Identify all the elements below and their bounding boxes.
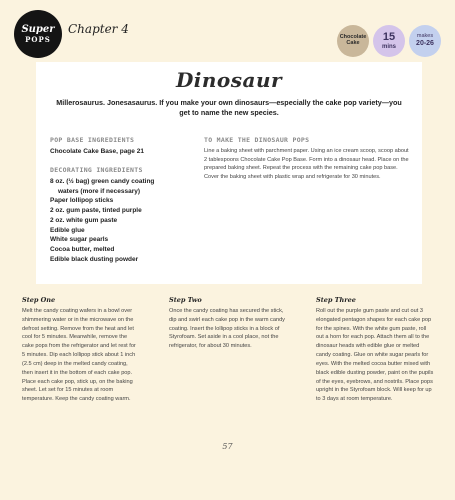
recipe-card (36, 62, 422, 284)
step-three (316, 296, 434, 404)
make-pops-text: Line a baking sheet with parchment paper. Using an ice cream scoop, scoop about 2 tablespoons Chocolate Cake Pop Base. Form into a dinosaur head. Place on the prepared baking sheet. Repeat the process with the remaining cake pop base. Cover the baking sheet with plastic wrap and refrigerate for 30 minutes. (204, 148, 409, 180)
step-two (169, 296, 287, 351)
yield-badge (409, 25, 441, 57)
step-title: Step Three (316, 296, 356, 304)
yield-value: 20-26 (416, 40, 434, 48)
recipe-badges (337, 25, 441, 57)
make-pops-heading: TO MAKE THE DINOSAUR POPS (204, 136, 310, 144)
time-badge (373, 25, 405, 57)
step-text: Once the candy coating has secured the stick, dip and swirl each cake pop in the warm candy coating. Insert the lollipop sticks in a block of Styrofoam. Set aside in a cool place, not the refrigerator, for about 30 minutes. (169, 308, 285, 350)
decorating-ingredients-heading: DECORATING INGREDIENTS (50, 165, 143, 174)
ingredient-item: waters (more if necessary) (58, 187, 141, 195)
ingredient-item: Cocoa butter, melted (50, 246, 115, 253)
ingredients-column (50, 136, 196, 265)
base-ingredients-heading: POP BASE INGREDIENTS (50, 136, 135, 144)
ingredient-item: Edible glue (50, 226, 85, 234)
super-pops-logo (14, 10, 62, 58)
ingredient-item: 2 oz. gum paste, tinted purple (50, 207, 142, 214)
yield-label: makes (416, 33, 434, 40)
step-title: Step One (22, 296, 56, 304)
ingredient-item: White sugar pearls (50, 236, 109, 244)
chapter-label: Chapter 4 (68, 22, 129, 36)
cake-base-badge-text: Chocolate Cake (339, 34, 367, 46)
ingredient-item: 8 oz. (½ bag) green candy coating (50, 177, 155, 185)
page-number: 57 (222, 442, 233, 451)
time-unit: mins (381, 43, 396, 50)
step-one (22, 296, 140, 404)
method-column (204, 136, 412, 182)
time-value: 15 (382, 31, 396, 44)
recipe-intro: Millerosaurus. Jonesasaurus. If you make your own dinosaurs—especially the cake pop variety—you get to name the new species. (56, 98, 402, 118)
logo-line2: POPS (25, 35, 51, 44)
ingredient-item: Edible black dusting powder (50, 255, 139, 263)
ingredient-item: 2 oz. white gum paste (50, 216, 118, 224)
logo-line1: Super (21, 24, 55, 35)
step-text: Roll out the purple gum paste and cut out 3 elongated pentagon shapes for each cake pop for the spines. With the white gum paste, roll out a horn for each pop. Attach them all to the dinosaur heads with edible glue or melted candy coating. Glue on white sugar pearls for eyes. With the melted cocoa butter mixed with black edible dusting powder, paint on the pupils of the eyes, eyebrows, and nostrils. Place pops upright in the Styrofoam block. Will keep for up to 3 days at room temperature. (316, 308, 434, 403)
recipe-title: Dinosaur (175, 68, 283, 92)
step-title: Step Two (169, 296, 202, 304)
ingredient-item: Chocolate Cake Base, page 21 (50, 148, 144, 155)
ingredient-item: Paper lollipop sticks (50, 197, 114, 205)
cake-base-badge (337, 25, 369, 57)
step-text: Melt the candy coating wafers in a bowl over shimmering water or in the microwave on the defrost setting. Remove from the heat and let cool for 5 minutes. Meanwhile, remove the cake pops from the refrigerator and let rest for 5 minutes. Dip each lollipop stick about 1 inch (2.5 cm) deep in the melted candy coating, then insert it in the bottom of each cake pop. Place each cake pop, stick up, on the baking sheet. Let set for 15 minutes at room temperature. Keep the candy coating warm. (22, 308, 136, 403)
